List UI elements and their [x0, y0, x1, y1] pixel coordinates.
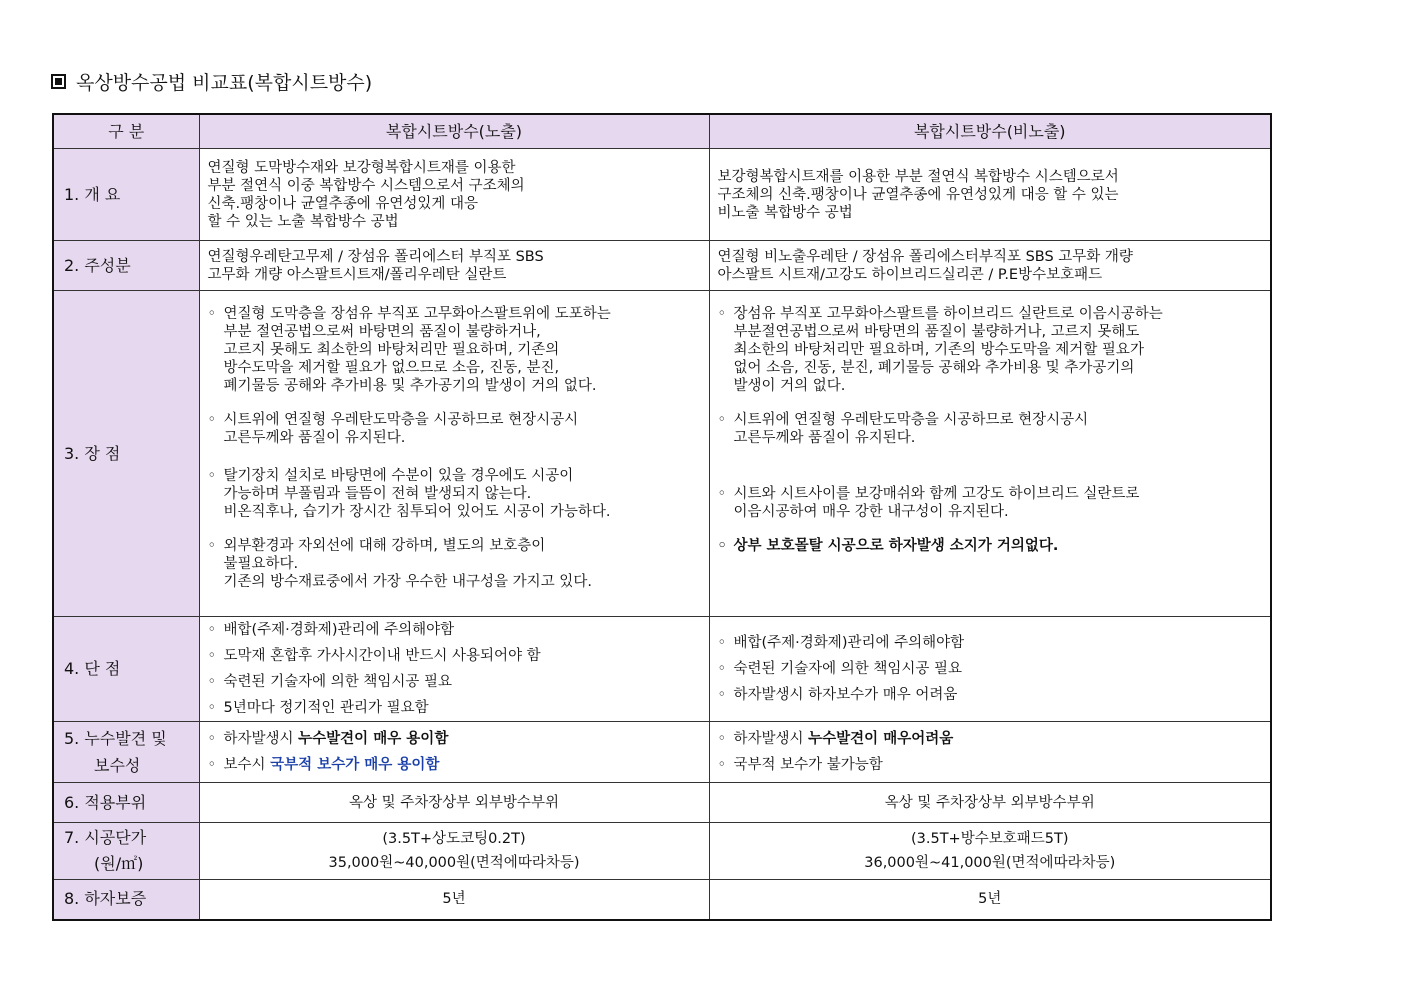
list-item: ◦ 하자발생시 하자보수가 매우 어려움 — [717, 687, 958, 703]
leak-col1 — [199, 722, 709, 783]
composition-col1: 연질형우레탄고무제 / 장섬유 폴리에스터 부직포 SBS 고무화 개량 아스팔트시트재/폴리우레탄 실란트 — [199, 241, 709, 291]
list-item: ◦ 배합(주제·경화제)관리에 주의해야함 — [207, 622, 455, 638]
filled-square-icon — [51, 74, 66, 89]
row-label: 7. 시공단가 (원/㎡) — [53, 823, 199, 880]
row-composition — [53, 241, 1271, 291]
advantages-col2 — [709, 291, 1271, 617]
row-warranty — [53, 880, 1271, 920]
header-row — [53, 114, 1271, 149]
document-title-text: 옥상방수공법 비교표(복합시트방수) — [76, 72, 373, 94]
warranty-col2: 5년 — [709, 880, 1271, 920]
disadvantages-col2 — [709, 617, 1271, 722]
application-col2: 옥상 및 주차장상부 외부방수부위 — [709, 783, 1271, 823]
list-item: ◦ 도막재 혼합후 가사시간이내 반드시 사용되어야 함 — [207, 648, 541, 664]
list-item: ◦ 장섬유 부직포 고무화아스팔트를 하이브리드 실란트로 이음시공하는 부분절연공법으로써 바탕면의 품질이 불량하거나, 고르지 못해도 최소한의 바탕처리만 필요하며, 기존의 방수도막을 제거할 필요가 없어 소음, 진동, 분진, 폐기물등 공해와 추가비용 및 추가공기의 발생이 거의 없다. — [717, 306, 1163, 394]
list-item: ◦ 상부 보호몰탈 시공으로 하자발생 소지가 거의없다. — [717, 538, 1059, 554]
list-item: ◦ 연질형 도막층을 장섬유 부직포 고무화아스팔트위에 도포하는 부분 절연공법으로써 바탕면의 품질이 불량하거나, 고르지 못해도 최소한의 바탕처리만 필요하며, 기존의 방수도막을 제거할 필요가 없으므로 소음, 진동, 분진, 폐기물등 공해와 추가비용 및 추가공기의 발생이 거의 없다. — [207, 306, 611, 394]
row-label: 4. 단 점 — [53, 617, 199, 722]
row-price — [53, 823, 1271, 880]
header-col2: 복합시트방수(비노출) — [709, 114, 1271, 149]
list-item: ◦ 외부환경과 자외선에 대해 강하며, 별도의 보호층이 불필요하다. 기존의 방수재료중에서 가장 우수한 내구성을 가지고 있다. — [207, 538, 592, 590]
price-col2: (3.5T+방수보호패드5T) 36,000원~41,000원(면적에따라차등) — [709, 823, 1271, 880]
row-label: 1. 개 요 — [53, 149, 199, 241]
list-item: ◦ 탈기장치 설치로 바탕면에 수분이 있을 경우에도 시공이 가능하며 부풀림과 들뜸이 전혀 발생되지 않는다. 비온직후나, 습기가 장시간 침투되어 있어도 시공이 가능하다. — [207, 468, 611, 520]
warranty-col1: 5년 — [199, 880, 709, 920]
row-label: 2. 주성분 — [53, 241, 199, 291]
composition-col2: 연질형 비노출우레탄 / 장섬유 폴리에스터부직포 SBS 고무화 개량 아스팔트 시트재/고강도 하이브리드실리콘 / P.E방수보호패드 — [709, 241, 1271, 291]
row-application — [53, 783, 1271, 823]
list-item: ◦ 시트위에 연질형 우레탄도막층을 시공하므로 현장시공시 고른두께와 품질이 유지된다. — [717, 412, 1089, 446]
list-item: ◦ 배합(주제·경화제)관리에 주의해야함 — [717, 635, 965, 651]
row-label: 6. 적용부위 — [53, 783, 199, 823]
overview-col2: 보강형복합시트재를 이용한 부분 절연식 복합방수 시스템으로서 구조체의 신축.팽창이나 균열추종에 유연성있게 대응 할 수 있는 비노출 복합방수 공법 — [709, 149, 1271, 241]
row-overview — [53, 149, 1271, 241]
list-item: ◦ 숙련된 기술자에 의한 책임시공 필요 — [717, 661, 963, 677]
row-label: 8. 하자보증 — [53, 880, 199, 920]
list-item: ◦ 시트와 시트사이를 보강매쉬와 함께 고강도 하이브리드 실란트로 이음시공하여 매우 강한 내구성이 유지된다. — [717, 486, 1140, 520]
row-disadvantages — [53, 617, 1271, 722]
list-item: ◦ 하자발생시 누수발견이 매우 용이함 — [207, 731, 449, 747]
overview-col1: 연질형 도막방수재와 보강형복합시트재를 이용한 부분 절연식 이중 복합방수 시스템으로서 구조체의 신축.팽창이나 균열추종에 유연성있게 대응 할 수 있는 노출 복합방수 공법 — [199, 149, 709, 241]
list-item: ◦ 시트위에 연질형 우레탄도막층을 시공하므로 현장시공시 고른두께와 품질이 유지된다. — [207, 412, 579, 446]
list-item: ◦ 국부적 보수가 불가능함 — [717, 757, 883, 773]
header-category: 구 분 — [53, 114, 199, 149]
price-col1: (3.5T+상도코팅0.2T) 35,000원~40,000원(면적에따라차등) — [199, 823, 709, 880]
row-label: 3. 장 점 — [53, 291, 199, 617]
advantages-col1 — [199, 291, 709, 617]
row-label: 5. 누수발견 및 보수성 — [53, 722, 199, 783]
list-item: ◦ 5년마다 정기적인 관리가 필요함 — [207, 700, 429, 716]
row-leak — [53, 722, 1271, 783]
row-advantages — [53, 291, 1271, 617]
disadvantages-col1 — [199, 617, 709, 722]
header-col1: 복합시트방수(노출) — [199, 114, 709, 149]
list-item: ◦ 숙련된 기술자에 의한 책임시공 필요 — [207, 674, 453, 690]
list-item: ◦ 하자발생시 누수발견이 매우어려움 — [717, 731, 954, 747]
application-col1: 옥상 및 주차장상부 외부방수부위 — [199, 783, 709, 823]
list-item: ◦ 보수시 국부적 보수가 매우 용이함 — [207, 757, 440, 773]
leak-col2 — [709, 722, 1271, 783]
comparison-table — [52, 113, 1272, 921]
document-title — [51, 68, 372, 95]
